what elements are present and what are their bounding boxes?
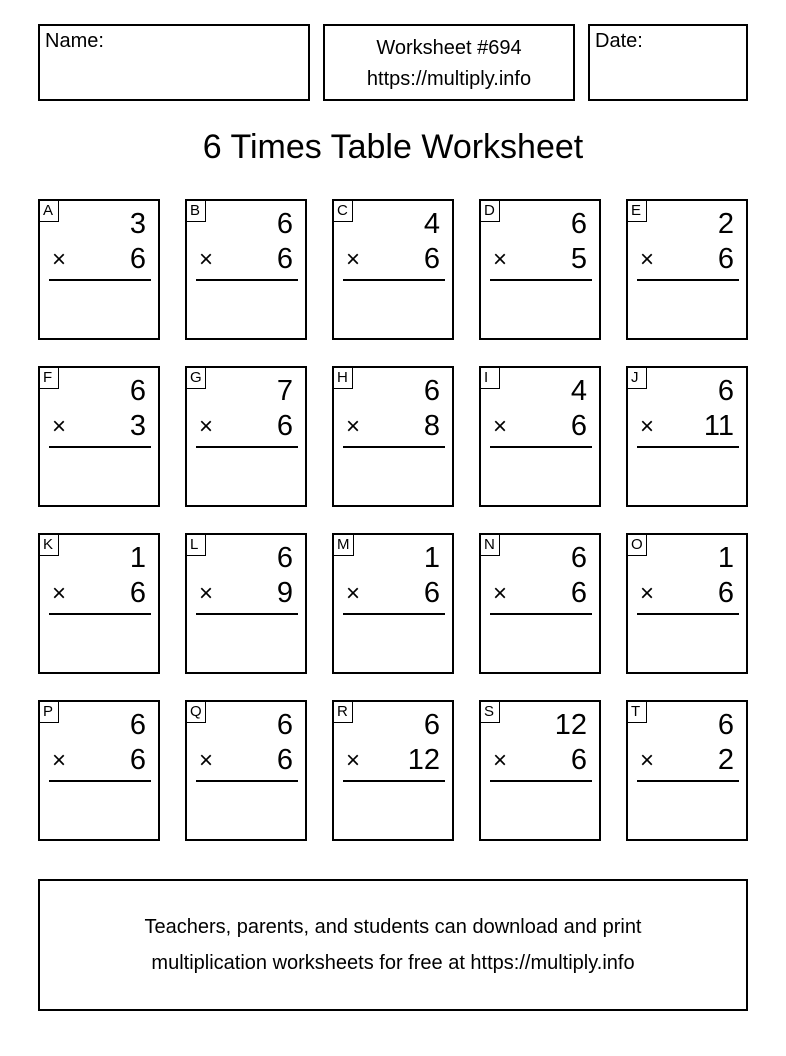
problem-letter: Q — [186, 701, 206, 723]
problem-card[interactable] — [626, 366, 748, 507]
problem-card[interactable] — [38, 700, 160, 841]
problem-letter: H — [333, 367, 353, 389]
problem-card[interactable] — [626, 700, 748, 841]
multiplicand: 6 — [423, 709, 440, 741]
answer-line — [490, 279, 592, 281]
name-label: Name: — [45, 30, 104, 52]
multiply-sign: × — [346, 747, 361, 774]
multiply-sign: × — [346, 580, 361, 607]
answer-line — [637, 279, 739, 281]
footer-line-1: Teachers, parents, and students can download and print — [144, 916, 642, 938]
multiplier: 6 — [276, 243, 293, 275]
date-label: Date: — [595, 30, 643, 52]
multiply-sign: × — [493, 413, 508, 440]
problem-letter: C — [333, 200, 353, 222]
problem-card[interactable] — [479, 533, 601, 674]
multiplicand: 1 — [423, 542, 440, 574]
multiply-sign: × — [346, 246, 361, 273]
multiplier: 6 — [423, 243, 440, 275]
multiplicand: 6 — [717, 709, 734, 741]
multiplier: 6 — [717, 243, 734, 275]
problem-letter: F — [39, 367, 59, 389]
multiplier: 8 — [423, 410, 440, 442]
problem-card[interactable] — [332, 533, 454, 674]
multiplicand: 1 — [129, 542, 146, 574]
multiplier: 6 — [129, 243, 146, 275]
answer-line — [490, 780, 592, 782]
worksheet-url: https://multiply.info — [366, 68, 532, 90]
multiply-sign: × — [346, 413, 361, 440]
answer-line — [49, 279, 151, 281]
multiply-sign: × — [493, 747, 508, 774]
multiply-sign: × — [52, 580, 67, 607]
problem-letter: I — [480, 367, 500, 389]
problem-card[interactable] — [38, 533, 160, 674]
problem-card[interactable] — [332, 366, 454, 507]
problem-card[interactable] — [626, 533, 748, 674]
multiplier: 3 — [129, 410, 146, 442]
multiplier: 11 — [703, 410, 734, 442]
problem-letter: O — [627, 534, 647, 556]
problem-letter: N — [480, 534, 500, 556]
multiplicand: 3 — [129, 208, 146, 240]
problem-letter: E — [627, 200, 647, 222]
answer-line — [343, 613, 445, 615]
problem-letter: D — [480, 200, 500, 222]
multiply-sign: × — [199, 747, 214, 774]
multiply-sign: × — [640, 246, 655, 273]
problem-letter: L — [186, 534, 206, 556]
multiplier: 6 — [129, 577, 146, 609]
multiply-sign: × — [199, 246, 214, 273]
multiplicand: 6 — [276, 208, 293, 240]
page-title: 6 Times Table Worksheet — [202, 128, 584, 166]
problem-letter: K — [39, 534, 59, 556]
problem-card[interactable] — [38, 366, 160, 507]
answer-line — [49, 446, 151, 448]
multiply-sign: × — [640, 413, 655, 440]
multiply-sign: × — [493, 580, 508, 607]
answer-line — [196, 446, 298, 448]
multiplier: 6 — [276, 744, 293, 776]
footer-box — [38, 879, 748, 1011]
problem-card[interactable] — [479, 366, 601, 507]
answer-line — [637, 613, 739, 615]
multiplicand: 6 — [276, 709, 293, 741]
multiply-sign: × — [199, 580, 214, 607]
multiplicand: 6 — [276, 542, 293, 574]
worksheet-number: Worksheet #694 — [376, 37, 522, 59]
multiply-sign: × — [52, 747, 67, 774]
answer-line — [490, 613, 592, 615]
multiplicand: 6 — [129, 709, 146, 741]
multiply-sign: × — [640, 747, 655, 774]
problem-letter: P — [39, 701, 59, 723]
multiply-sign: × — [493, 246, 508, 273]
problem-letter: A — [39, 200, 59, 222]
multiplier: 9 — [276, 577, 293, 609]
problem-card[interactable] — [38, 199, 160, 340]
multiplicand: 2 — [717, 208, 734, 240]
multiplier: 2 — [717, 744, 734, 776]
multiplicand: 6 — [570, 542, 587, 574]
multiply-sign: × — [199, 413, 214, 440]
problem-card[interactable] — [479, 700, 601, 841]
multiplicand: 4 — [423, 208, 440, 240]
problem-letter: M — [333, 534, 354, 556]
answer-line — [637, 780, 739, 782]
problem-card[interactable] — [626, 199, 748, 340]
multiply-sign: × — [640, 580, 655, 607]
problem-card[interactable] — [185, 366, 307, 507]
answer-line — [637, 446, 739, 448]
multiplicand: 6 — [129, 375, 146, 407]
problem-letter: B — [186, 200, 206, 222]
multiplicand: 6 — [717, 375, 734, 407]
answer-line — [49, 780, 151, 782]
multiplier: 6 — [717, 577, 734, 609]
multiplicand: 12 — [554, 709, 587, 741]
multiplicand: 1 — [717, 542, 734, 574]
multiplier: 12 — [407, 744, 440, 776]
problem-card[interactable] — [185, 700, 307, 841]
problem-card[interactable] — [332, 700, 454, 841]
problem-card[interactable] — [479, 199, 601, 340]
problem-letter: R — [333, 701, 353, 723]
answer-line — [196, 613, 298, 615]
answer-line — [343, 279, 445, 281]
multiplier: 5 — [570, 243, 587, 275]
footer-line-2: multiplication worksheets for free at https://multiply.info — [151, 952, 635, 974]
answer-line — [49, 613, 151, 615]
answer-line — [343, 446, 445, 448]
multiplicand: 7 — [276, 375, 293, 407]
multiply-sign: × — [52, 413, 67, 440]
multiply-sign: × — [52, 246, 67, 273]
multiplier: 6 — [276, 410, 293, 442]
problem-card[interactable] — [185, 533, 307, 674]
multiplier: 6 — [129, 744, 146, 776]
multiplier: 6 — [570, 410, 587, 442]
multiplier: 6 — [570, 577, 587, 609]
multiplicand: 6 — [570, 208, 587, 240]
multiplicand: 4 — [570, 375, 587, 407]
multiplier: 6 — [570, 744, 587, 776]
answer-line — [490, 446, 592, 448]
problem-card[interactable] — [332, 199, 454, 340]
answer-line — [343, 780, 445, 782]
problem-letter: T — [627, 701, 647, 723]
answer-line — [196, 780, 298, 782]
answer-line — [196, 279, 298, 281]
problem-letter: J — [627, 367, 647, 389]
problem-card[interactable] — [185, 199, 307, 340]
multiplicand: 6 — [423, 375, 440, 407]
problem-letter: G — [186, 367, 206, 389]
multiplier: 6 — [423, 577, 440, 609]
problem-letter: S — [480, 701, 500, 723]
